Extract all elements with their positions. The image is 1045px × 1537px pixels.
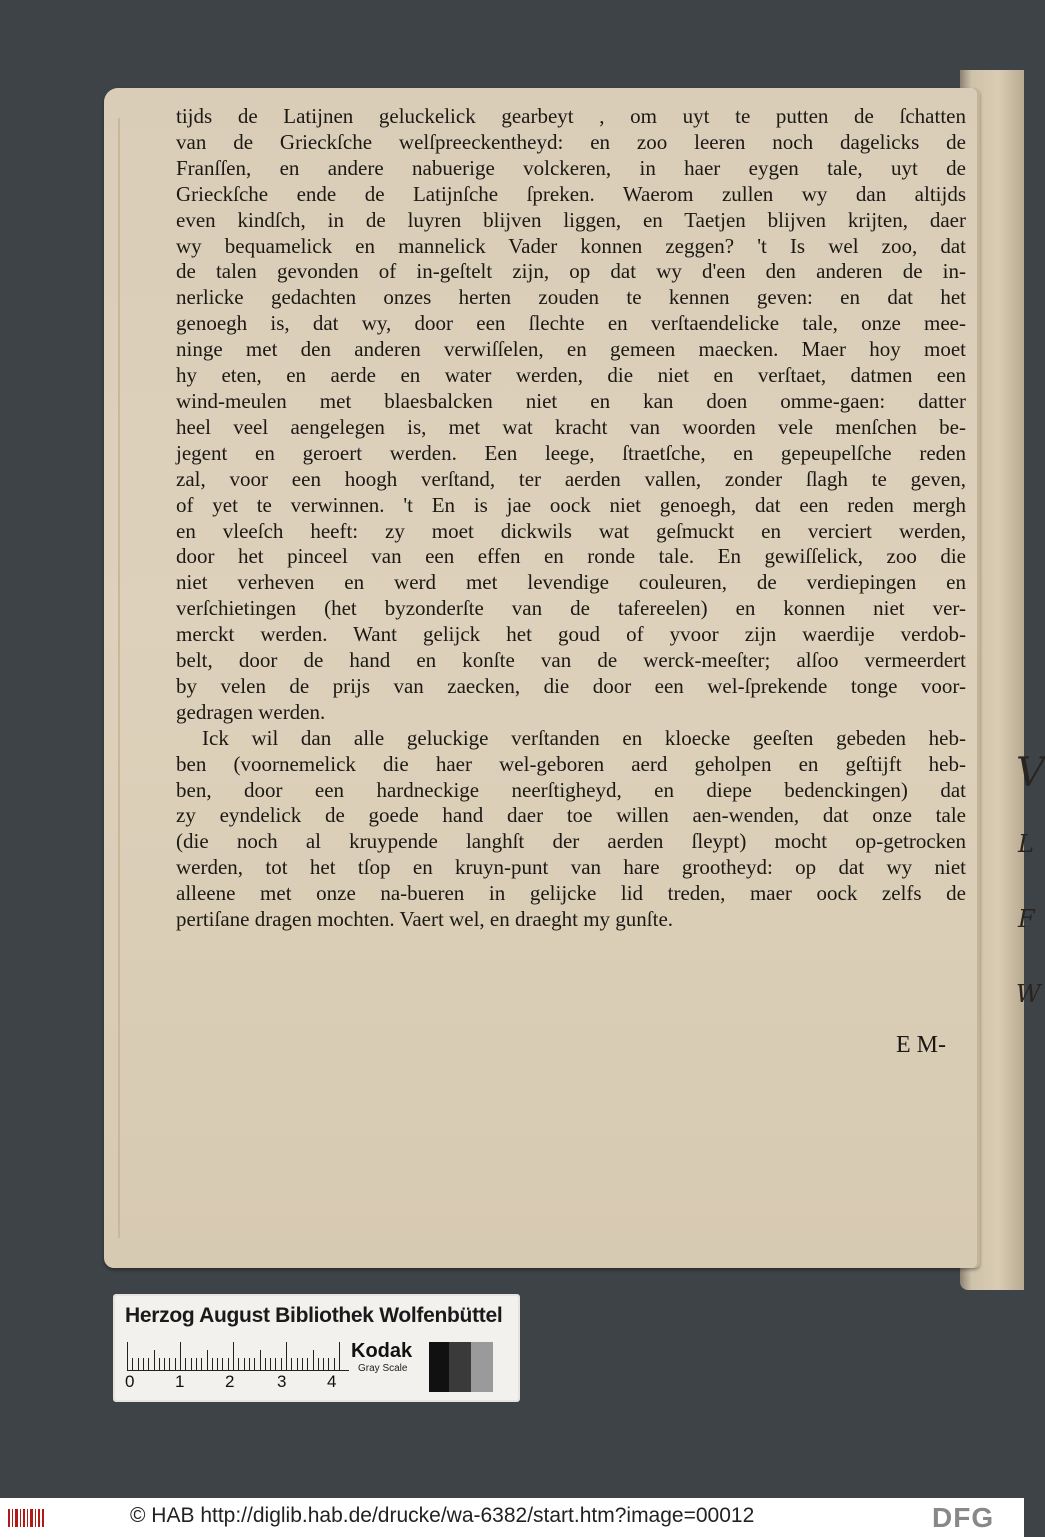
ruler-tick (222, 1358, 223, 1370)
gray-swatch-black (429, 1342, 449, 1392)
ruler-tick (212, 1358, 213, 1370)
ruler-tick (270, 1358, 271, 1370)
text-line: zal, voor een hoogh verſtand, ter aerden vallen, zonder ſlagh te geven, (176, 466, 966, 491)
text-line: wy bequamelick en mannelick Vader konnen zeggen? 't Is wel zoo, dat (176, 233, 966, 258)
ruler-tick (286, 1342, 287, 1370)
paragraph-1 (176, 104, 966, 726)
ruler-tick (191, 1358, 192, 1370)
ruler-tick (334, 1358, 335, 1370)
ruler-tick (201, 1358, 202, 1370)
ruler-tick (143, 1358, 144, 1370)
text-line: en vleeſch heeft: zy moet dickwils wat geſmuckt en verciert werden, (176, 518, 966, 543)
footer-bar (0, 1498, 1024, 1537)
ruler-tick (265, 1358, 266, 1370)
ruler-tick (185, 1358, 186, 1370)
text-line: Ick wil dan alle geluckige verſtanden en kloecke geeſten gebeden heb- (202, 725, 966, 750)
text-line: zy eyndelick de goede hand daer toe willen aen-wenden, dat onze tale (176, 803, 966, 828)
text-line: wind-meulen met blaesbalcken niet en kan doen omme-gaen: datter (176, 388, 966, 413)
text-line: verſchietingen (het byzonderſte van de tafereelen) en konnen niet ver- (176, 596, 966, 621)
text-line: of yet te verwinnen. 't En is jae oock niet genoegh, dat een reden mergh (176, 492, 966, 517)
facing-letter: F (1018, 905, 1035, 933)
ruler-tick (339, 1342, 340, 1370)
ruler-number: 0 (125, 1372, 135, 1391)
ruler-tick (323, 1358, 324, 1370)
text-line: van de Grieckſche welſpreeckentheyd: en zoo leeren noch dagelicks de (176, 129, 966, 154)
page-body-text (176, 104, 966, 933)
text-line: ben (voornemelick die haer wel-geboren aerd geholpen en geſtijft heb- (176, 751, 966, 776)
text-line: belt, door de hand en konſte van de werck-meeſter; alſoo vermeerdert (176, 648, 966, 673)
ruler-tick (254, 1358, 255, 1370)
ruler-number: 1 (175, 1372, 185, 1391)
ruler-tick (281, 1358, 282, 1370)
ruler-tick (260, 1350, 261, 1370)
text-line: door het pinceel van een effen en ronde tale. En gewiſſelick, zoo die (176, 544, 966, 569)
barcode-icon (6, 1506, 46, 1530)
ruler-tick (313, 1350, 314, 1370)
text-line: jegent en geroert werden. Een leege, ſtraetſche, en gepeupelſche reden (176, 440, 966, 465)
ruler-number: 2 (225, 1372, 235, 1391)
gray-swatch-mid (471, 1342, 493, 1392)
ruler-tick (159, 1358, 160, 1370)
text-line: de talen gevonden of in-geſtelt zijn, op dat wy d'een den anderen de in- (176, 259, 966, 284)
text-line: genoegh is, dat wy, door een ſlechte en verſtaendelicke tale, onze mee- (176, 311, 966, 336)
ruler-tick (318, 1358, 319, 1370)
gray-swatch-dark (449, 1342, 471, 1392)
ruler-tick (233, 1342, 234, 1370)
facing-letter: W (1016, 980, 1041, 1008)
text-line: ben, door een hardneckige neerſtigheyd, en diepe bedenckingen) dat (176, 777, 966, 802)
ruler-tick (291, 1358, 292, 1370)
text-line: tijds de Latijnen geluckelick gearbeyt , om uyt te putten de ſchatten (176, 104, 966, 128)
text-line: (die noch al kruypende langhſt der aerden ſleypt) mocht op-getrocken (176, 829, 966, 854)
text-line: hy eten, en aerde en water werden, die niet en verſtaet, datmen een (176, 363, 966, 388)
text-line: by velen de prijs van zaecken, die door een wel-ſprekende tonge voor- (176, 673, 966, 698)
color-calibration-card (113, 1294, 520, 1402)
ruler-tick (132, 1358, 133, 1370)
ruler-number: 3 (277, 1372, 287, 1391)
text-line: ninge met den anderen verwiſſelen, en gemeen maecken. Maer hoy moet (176, 337, 966, 362)
ruler-tick (175, 1358, 176, 1370)
facing-letter: V (1016, 750, 1045, 796)
library-name: Herzog August Bibliothek Wolfenbüttel (125, 1304, 503, 1327)
ruler-tick (148, 1358, 149, 1370)
scale-ruler (127, 1340, 349, 1371)
ruler-tick (307, 1358, 308, 1370)
text-line: nerlicke gedachten onzes herten zouden te kennen geven: en dat het (176, 285, 966, 310)
ruler-tick (207, 1350, 208, 1370)
ruler-tick (238, 1358, 239, 1370)
gray-scale-label: Gray Scale (358, 1363, 408, 1374)
ruler-tick (328, 1358, 329, 1370)
ruler-tick (180, 1342, 181, 1370)
ruler-tick (127, 1342, 128, 1370)
ruler-tick (164, 1358, 165, 1370)
ruler-tick (275, 1358, 276, 1370)
text-line: Franſſen, en andere nabuerige volckeren, in haer eygen tale, uyt de (176, 155, 966, 180)
paragraph-2 (176, 726, 966, 933)
facing-letter: L (1018, 830, 1034, 858)
text-line: Grieckſche ende de Latijnſche ſpreken. Waerom zullen wy dan altijds (176, 181, 966, 206)
ruler-number: 4 (327, 1372, 337, 1391)
text-line: niet verheven en werd met levendige couleuren, de verdiepingen en (176, 570, 966, 595)
dfg-logo: DFG (932, 1502, 995, 1533)
text-line: merckt werden. Want gelijck het goud of yvoor zijn waerdije verdob- (176, 622, 966, 647)
copyright-link[interactable]: © HAB http://diglib.hab.de/drucke/wa-6382/start.htm?image=00012 (130, 1504, 755, 1527)
text-line: even kindſch, in de luyren blijven liggen, en Taetjen blijven krijten, daer (176, 207, 966, 232)
ruler-tick (302, 1358, 303, 1370)
ruler-tick (169, 1358, 170, 1370)
ruler-tick (297, 1358, 298, 1370)
kodak-logo: Kodak (351, 1340, 413, 1362)
catchword: E M- (896, 1032, 946, 1058)
ruler-tick (228, 1358, 229, 1370)
text-line: alleene met onze na-bueren in gelijcke lid treden, maer oock zelfs de (176, 881, 966, 906)
ruler-tick (154, 1350, 155, 1370)
text-line: gedragen werden. (176, 699, 326, 724)
ruler-tick (196, 1358, 197, 1370)
text-line: pertiſane dragen mochten. Vaert wel, en draeght my gunſte. (176, 907, 674, 932)
ruler-tick (249, 1358, 250, 1370)
ruler-tick (217, 1358, 218, 1370)
ruler-tick (138, 1358, 139, 1370)
ruler-tick (244, 1358, 245, 1370)
text-line: heel veel aengelegen is, met wat kracht van woorden vele menſchen be- (176, 414, 966, 439)
text-line: werden, tot het tſop en kruyn-punt van hare grootheyd: op dat wy niet (176, 855, 966, 880)
